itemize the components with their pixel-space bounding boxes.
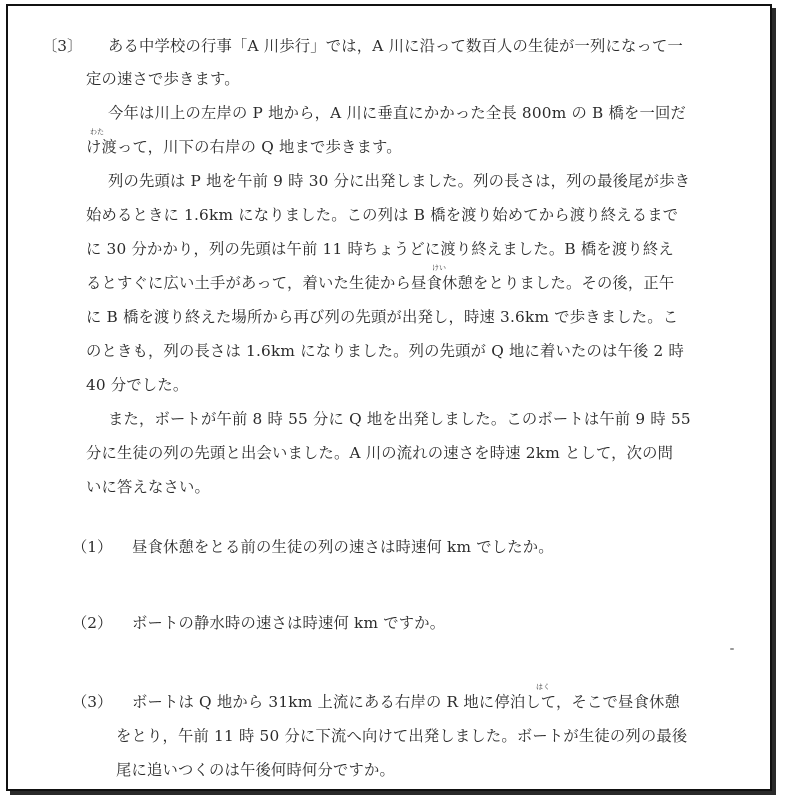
intro-line: また，ボートが午前 8 時 55 分に Q 地を出発しました。このボートは午前 9 時 55 <box>108 410 691 428</box>
intro-line: 分に生徒の列の先頭と出会いました。A 川の流れの速さを時速 2km として，次の問 <box>86 444 674 462</box>
furigana-haku: はく <box>536 683 550 691</box>
intro-line: け渡って，川下の右岸の Q 地まで歩きます。 <box>86 138 402 156</box>
question-3-text: 尾に追いつくのは午後何時何分ですか。 <box>116 761 395 779</box>
question-1-text: 昼食休憩をとる前の生徒の列の速さは時速何 km でしたか。 <box>132 538 554 556</box>
intro-line: いに答えなさい。 <box>86 478 210 496</box>
intro-line: のときも，列の長さは 1.6km になりました。列の先頭が Q 地に着いたのは午後 2 時 <box>86 342 685 360</box>
intro-line: るとすぐに広い土手があって，着いた生徒から昼食休憩をとりました。その後，正午 <box>86 274 675 292</box>
intro-line: 列の先頭は P 地を午前 9 時 30 分に出発しました。列の長さは，列の最後尾が歩き <box>108 172 691 190</box>
scan-speck <box>730 648 734 650</box>
problem-sheet <box>6 4 772 791</box>
furigana-kei: けい <box>432 264 446 272</box>
intro-line: 今年は川上の左岸の P 地から，A 川に垂直にかかった全長 800m の B 橋を一回だ <box>108 104 687 122</box>
furigana-wata: わた <box>90 128 104 136</box>
question-3-text: をとり，午前 11 時 50 分に下流へ向けて出発しました。ボートが生徒の列の最後 <box>116 727 688 745</box>
question-3-text: ボートは Q 地から 31km 上流にある右岸の R 地に停泊して，そこで昼食休憩 <box>132 693 680 711</box>
question-1-label: （1） <box>72 538 113 556</box>
intro-line: ある中学校の行事「A 川歩行」では，A 川に沿って数百人の生徒が一列になって一 <box>108 37 684 55</box>
intro-line: に B 橋を渡り終えた場所から再び列の先頭が出発し，時速 3.6km で歩きました。こ <box>86 308 679 326</box>
intro-line: 始めるときに 1.6km になりました。この列は B 橋を渡り始めてから渡り終えるまで <box>86 206 679 224</box>
intro-line: 40 分でした。 <box>86 376 189 394</box>
question-2-label: （2） <box>72 614 113 632</box>
question-2-text: ボートの静水時の速さは時速何 km ですか。 <box>132 614 446 632</box>
intro-line: に 30 分かかり，列の先頭は午前 11 時ちょうどに渡り終えました。B 橋を渡り終え <box>86 240 674 258</box>
question-3-label: （3） <box>72 693 113 711</box>
problem-number: 〔3〕 <box>42 37 83 55</box>
intro-line: 定の速さで歩きます。 <box>86 70 240 88</box>
